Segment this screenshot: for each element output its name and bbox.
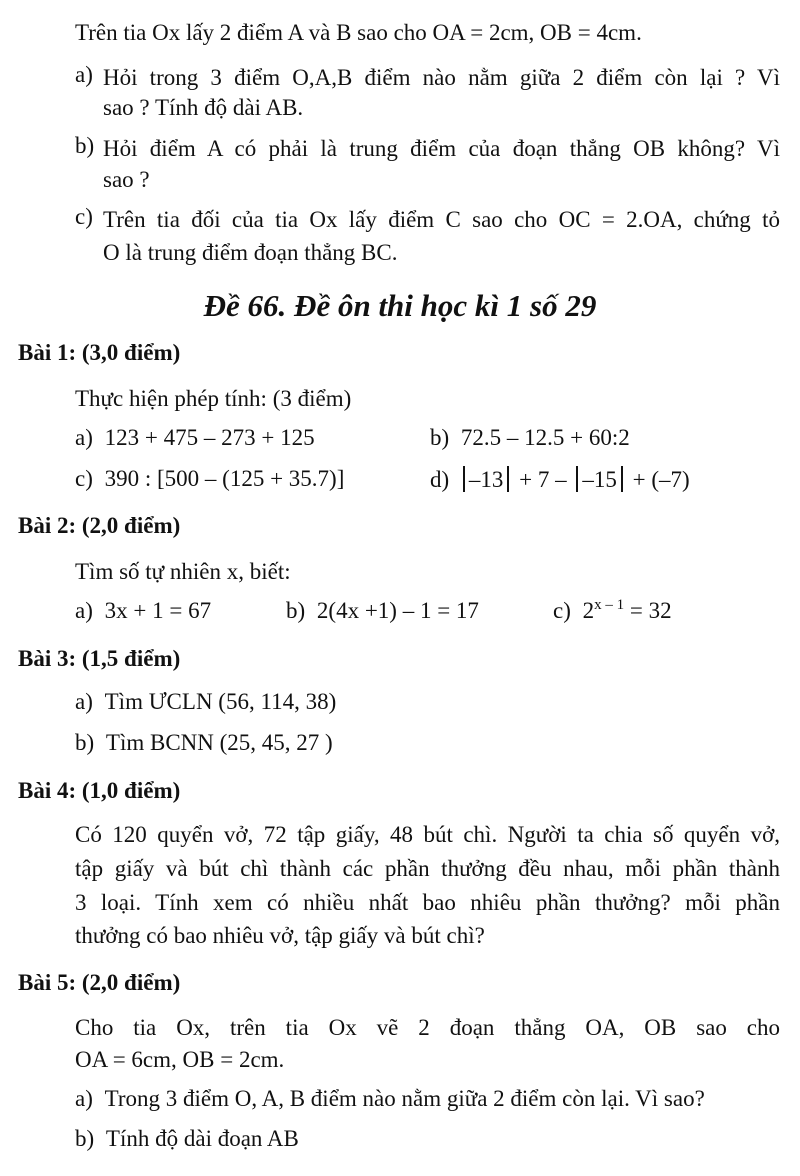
prev-b-line2: sao ? <box>103 167 150 192</box>
bai1-c-expr: 390 : [500 – (125 + 35.7)] <box>104 466 345 491</box>
bai1-item-b <box>430 425 630 451</box>
exam-title: Đề 66. Đề ôn thi học kì 1 số 29 <box>203 288 597 323</box>
bai5-item-b <box>75 1126 299 1152</box>
bai2-a-label: a) <box>75 598 93 623</box>
prev-c-label: c) <box>75 204 93 229</box>
bai2-a-expr: 3x + 1 = 67 <box>104 598 212 623</box>
bai1-b-label: b) <box>430 425 450 450</box>
prev-b-label: b) <box>75 133 95 158</box>
bai1-d-abs1: –13 <box>468 467 504 492</box>
prev-c-line2: O là trung điểm đoạn thẳng BC. <box>103 240 398 265</box>
prev-a-line2: sao ? Tính độ dài AB. <box>103 95 304 120</box>
bai4-heading: Bài 4: (1,0 điểm) <box>18 778 181 803</box>
bai1-item-d <box>430 466 690 493</box>
bai1-a-label: a) <box>75 425 93 450</box>
bai2-c-base: 2 <box>582 598 595 623</box>
prev-problem-intro: Trên tia Ox lấy 2 điểm A và B sao cho OA = 2cm, OB = 4cm. <box>75 20 642 45</box>
bai2-c-rhs: = 32 <box>624 598 672 623</box>
abs-bar <box>621 466 623 492</box>
bai2-b-label: b) <box>286 598 306 623</box>
bai1-d-abs2: –15 <box>582 467 617 492</box>
bai2-item-b <box>286 598 479 624</box>
bai3-a-text: Tìm ƯCLN (56, 114, 38) <box>104 689 337 714</box>
bai1-d-end: + (–7) <box>632 467 690 492</box>
bai2-item-c <box>553 598 672 624</box>
prev-a-line1: Hỏi trong 3 điểm O,A,B điểm nào nằm giữa 2 điểm còn lại ? Vì <box>103 65 780 90</box>
bai1-intro: Thực hiện phép tính: (3 điểm) <box>75 386 352 411</box>
bai2-heading: Bài 2: (2,0 điểm) <box>18 513 181 538</box>
bai2-b-expr: 2(4x +1) – 1 = 17 <box>316 598 479 623</box>
bai2-c-label: c) <box>553 598 571 623</box>
bai5-line2: OA = 6cm, OB = 2cm. <box>75 1047 285 1072</box>
bai3-b-label: b) <box>75 730 95 755</box>
prev-a-label: a) <box>75 62 93 87</box>
bai2-item-a <box>75 598 211 624</box>
bai5-a-label: a) <box>75 1086 93 1111</box>
bai1-item-a <box>75 425 315 451</box>
bai3-a-label: a) <box>75 689 93 714</box>
bai1-c-label: c) <box>75 466 93 491</box>
bai5-line1: Cho tia Ox, trên tia Ox vẽ 2 đoạn thẳng OA, OB sao cho <box>75 1015 780 1040</box>
bai2-c-exponent: x – 1 <box>594 597 625 613</box>
prev-c-line1: Trên tia đối của tia Ox lấy điểm C sao cho OC = 2.OA, chứng tỏ <box>103 207 780 232</box>
abs-bar <box>576 466 578 492</box>
bai4-line4: thưởng có bao nhiêu vở, tập giấy và bút chì? <box>75 923 485 948</box>
bai1-heading: Bài 1: (3,0 điểm) <box>18 340 181 365</box>
bai1-a-expr: 123 + 475 – 273 + 125 <box>104 425 315 450</box>
bai1-b-expr: 72.5 – 12.5 + 60:2 <box>460 425 630 450</box>
abs-bar <box>463 466 465 492</box>
bai3-heading: Bài 3: (1,5 điểm) <box>18 646 181 671</box>
bai5-heading: Bài 5: (2,0 điểm) <box>18 970 181 995</box>
abs-bar <box>507 466 509 492</box>
bai4-line1: Có 120 quyển vở, 72 tập giấy, 48 bút chì. Người ta chia số quyển vở, <box>75 822 780 847</box>
prev-b-line1: Hỏi điểm A có phải là trung điểm của đoạn thẳng OB không? Vì <box>103 136 780 161</box>
bai1-item-c <box>75 466 344 492</box>
bai3-b-text: Tìm BCNN (25, 45, 27 ) <box>105 730 333 755</box>
bai5-b-text: Tính độ dài đoạn AB <box>105 1126 299 1151</box>
bai5-b-label: b) <box>75 1126 95 1151</box>
bai1-d-mid: + 7 – <box>519 467 567 492</box>
bai5-item-a <box>75 1086 705 1112</box>
bai2-intro: Tìm số tự nhiên x, biết: <box>75 559 291 584</box>
bai3-item-b <box>75 730 333 756</box>
bai5-a-text: Trong 3 điểm O, A, B điểm nào nằm giữa 2 điểm còn lại. Vì sao? <box>104 1086 705 1111</box>
bai1-d-label: d) <box>430 467 450 492</box>
bai4-line2: tập giấy và bút chì thành các phần thưởng đều nhau, mỗi phần thành <box>75 856 780 881</box>
bai4-line3: 3 loại. Tính xem có nhiều nhất bao nhiêu phần thưởng? mỗi phần <box>75 890 780 915</box>
bai3-item-a <box>75 689 336 715</box>
